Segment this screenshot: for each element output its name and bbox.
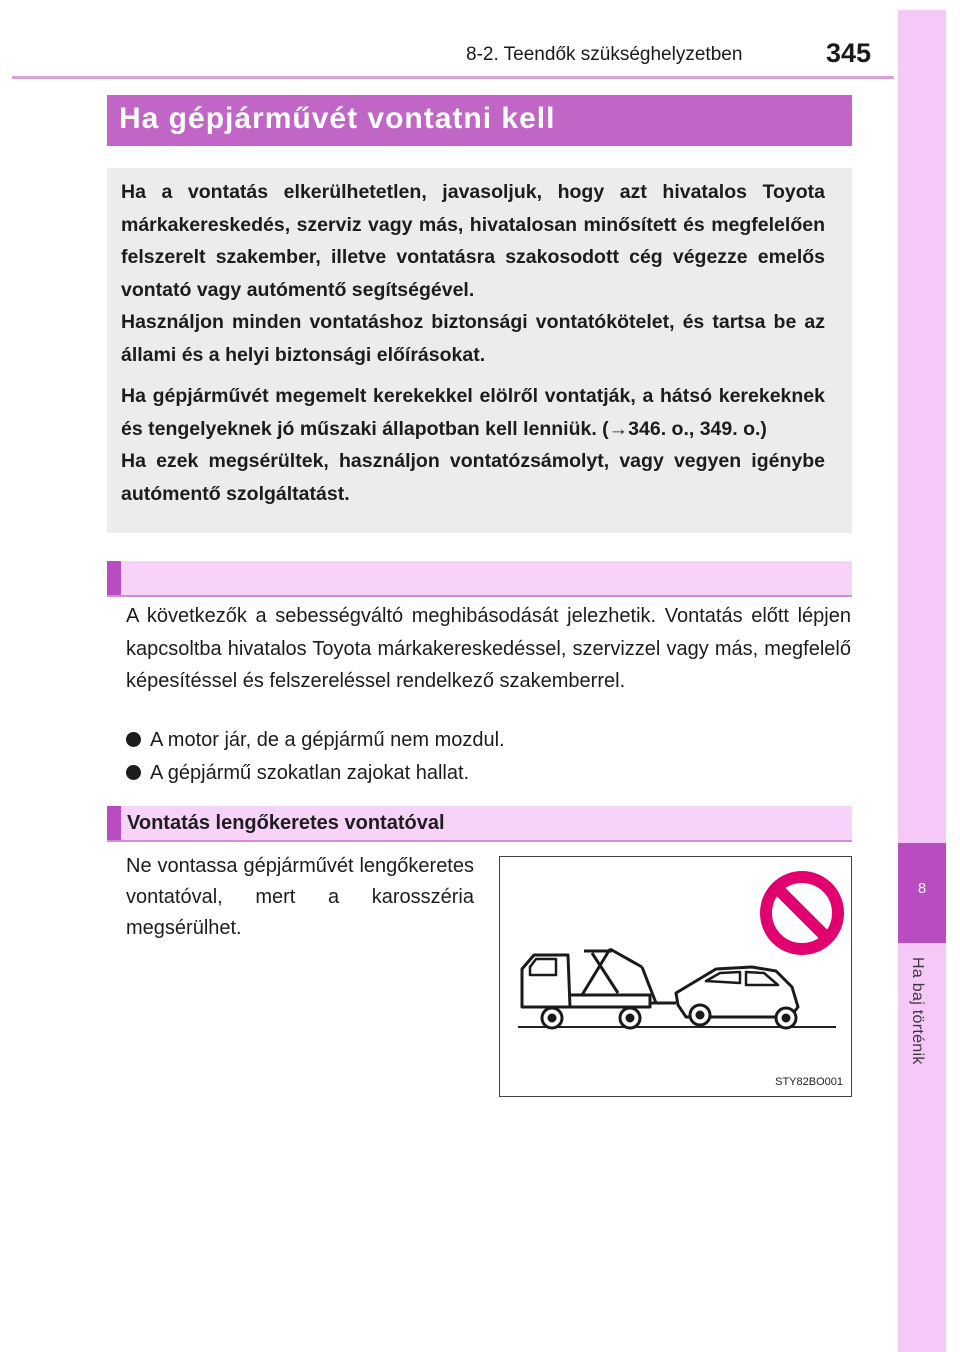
intro-paragraph-3: Ha gépjárművét megemelt kerekekkel elölről vontatják, a hátsó kerekeknek és tengelyeknek jó műszaki állapotban kell lenniük. (→346. o., 349. o.) [121, 385, 825, 440]
figure-code: STY82BO001 [775, 1076, 843, 1088]
header-section-title: 8-2. Teendők szükséghelyzetben [466, 44, 743, 65]
bullet-dot-icon [126, 765, 141, 780]
intro-text [121, 176, 825, 510]
page-number: 345 [826, 38, 872, 68]
intro-paragraph-1: Ha a vontatás elkerülhetetlen, javasoljuk, hogy azt hivatalos Toyota márkakereskedés, szerviz vagy más, hivatalosan minősített és megfelelően felszerelt szakember, illetve vontatásra szakosodott cég végezze emelős vontató vagy autómentő segítségével. [121, 181, 825, 301]
bullet-item [126, 729, 505, 752]
chapter-label: Ha baj történik [909, 957, 926, 1065]
section1-heading-accent [107, 561, 121, 595]
intro-paragraph-4: Ha ezek megsérültek, használjon vontatózsámolyt, vagy vegyen igénybe autómentő szolgáltatást. [121, 450, 825, 505]
bullet-item [126, 762, 469, 785]
section1-text: A következők a sebességváltó meghibásodását jelezhetik. Vontatás előtt lépjen kapcsoltba hivatalos Toyota márkakereskedéssel, szervizzel vagy más, megfelelő képesítéssel és felszereléssel rendelkező szakemberrel. [126, 605, 851, 692]
main-heading-banner [107, 95, 852, 146]
bullet-text: A gépjármű szokatlan zajokat hallat. [150, 762, 470, 784]
bullet-text: A motor jár, de a gépjármű nem mozdul. [150, 729, 505, 751]
main-heading: Ha gépjárművét vontatni kell [119, 102, 556, 135]
tow-truck-icon [522, 949, 676, 1007]
tow-truck-wheels [542, 1008, 640, 1028]
towing-illustration [499, 856, 852, 1097]
section2-heading-bar [107, 806, 852, 842]
section2-heading-accent [107, 806, 121, 840]
section1-heading-bar [107, 561, 852, 597]
bullet-dot-icon [126, 732, 141, 747]
prohibited-icon [766, 877, 838, 949]
chapter-tab-strip [898, 10, 946, 1352]
towing-illustration-drawing [500, 857, 853, 1098]
intro-paragraph-2: Használjon minden vontatáshoz biztonsági vontatókötelet, és tartsa be az állami és a helyi biztonsági előírásokat. [121, 311, 825, 366]
section2-text: Ne vontassa gépjárművét lengőkeretes vontatóval, mert a karosszéria megsérülhet. [126, 855, 474, 939]
chapter-number: 8 [917, 880, 927, 897]
section2-heading: Vontatás lengőkeretes vontatóval [127, 812, 445, 834]
intro-box [107, 168, 852, 533]
header-divider [12, 76, 894, 79]
